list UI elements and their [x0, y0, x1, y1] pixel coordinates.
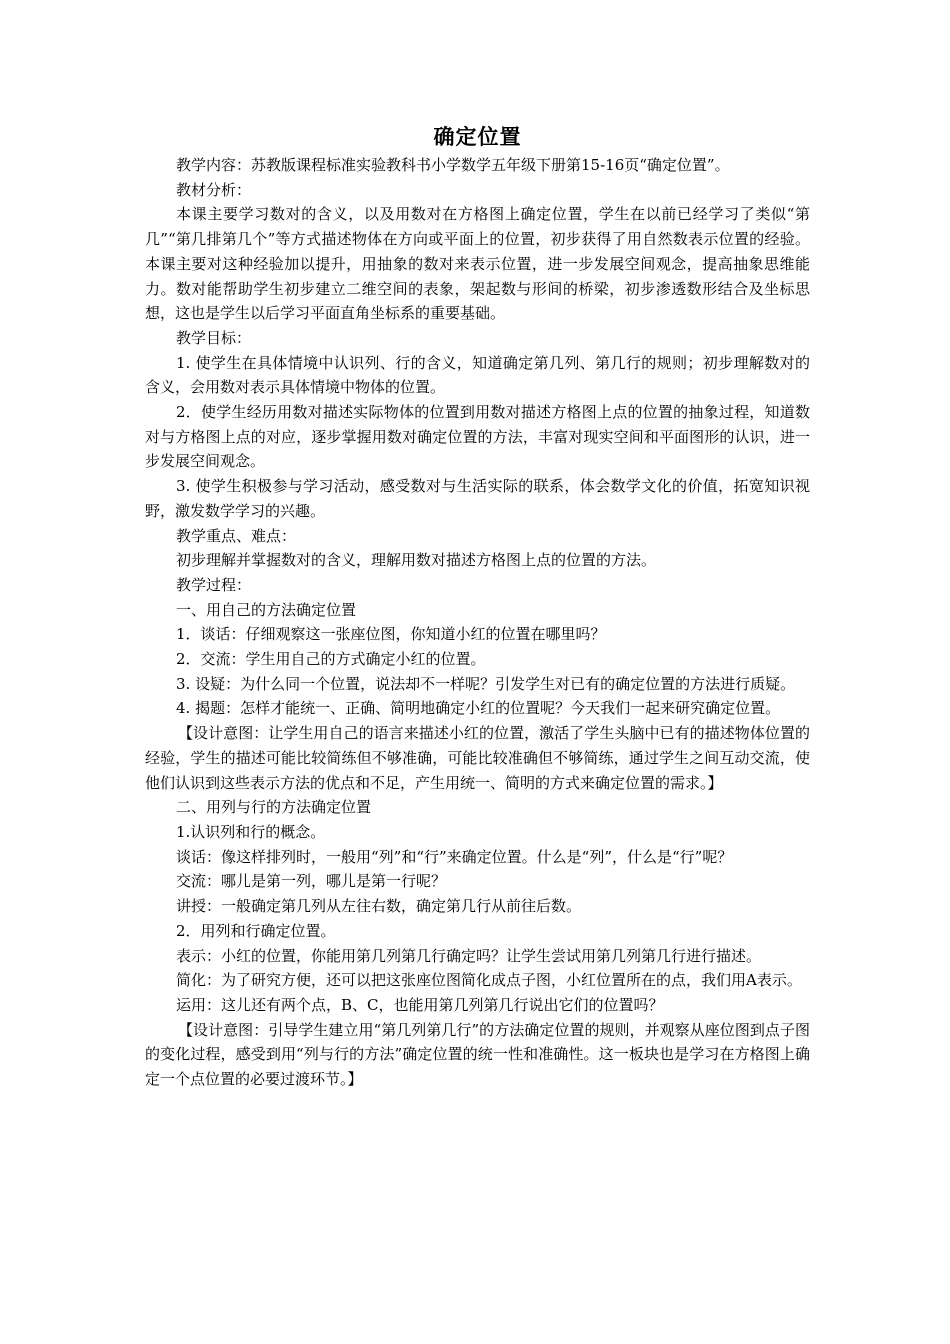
paragraph-talk: 谈话：像这样排列时，一般用“列”和“行”来确定位置。什么是“列”，什么是“行”呢？: [176, 847, 733, 866]
heading-material-analysis: 教材分析：: [176, 180, 252, 199]
paragraph-represent: 表示：小红的位置，你能用第几列第几行确定吗？让学生尝试用第几列第几行进行描述。: [176, 946, 762, 965]
paragraph-simplify: 简化：为了研究方便，还可以把这张座位图简化成点子图，小红位置所在的点，我们用A表示。: [176, 971, 802, 990]
paragraph-step-1-3: 3. 设疑：为什么同一个位置，说法却不一样呢？引发学生对已有的确定位置的方法进行质疑。: [176, 674, 796, 693]
paragraph-lecture: 讲授：一般确定第几列从左往右数，确定第几行从前往后数。: [176, 897, 582, 916]
paragraph-exchange: 交流：哪儿是第一列，哪儿是第一行呢？: [176, 872, 447, 891]
document-page: [145, 122, 810, 1092]
document-title: 确定位置: [433, 124, 522, 149]
paragraph-goal-2: 2．使学生经历用数对描述实际物体的位置到用数对描述方格图上点的位置的抽象过程，知道数对与方格图上点的对应，逐步掌握用数对确定位置的方法，丰富对现实空间和平面图形的认识，进一步发展空间观念。: [145, 403, 810, 471]
heading-key-points: 教学重点、难点：: [176, 526, 297, 545]
paragraph-goal-1: 1. 使学生在具体情境中认识列、行的含义，知道确定第几列、第几行的规则；初步理解数对的含义，会用数对表示具体情境中物体的位置。: [145, 353, 810, 397]
paragraph-goal-3: 3. 使学生积极参与学习活动，感受数对与生活实际的联系，体会数学文化的价值，拓宽知识视野，激发数学学习的兴趣。: [145, 477, 810, 520]
paragraph-key-points: 初步理解并掌握数对的含义，理解用数对描述方格图上点的位置的方法。: [176, 551, 657, 570]
paragraph-teaching-content: 教学内容：苏教版课程标准实验教科书小学数学五年级下册第15-16页“确定位置”。: [176, 156, 730, 174]
paragraph-step-1-2: 2．交流：学生用自己的方式确定小红的位置。: [176, 650, 486, 669]
paragraph-step-1-1: 1．谈话：仔细观察这一张座位图，你知道小红的位置在哪里吗？: [176, 625, 606, 644]
paragraph-step-2-1: 1.认识列和行的概念。: [176, 822, 326, 841]
design-intent-note-2: 【设计意图：引导学生建立用“第几列第几行”的方法确定位置的规则，并观察从座位图到点子图的变化过程，感受到用“列与行的方法”确定位置的统一性和准确性。这一板块也是学习在方格图上确定一个点位置的必要过渡环节。】: [145, 1020, 810, 1089]
paragraph-apply: 运用：这儿还有两个点，B、C，也能用第几列第几行说出它们的位置吗？: [176, 995, 664, 1014]
heading-teaching-goals: 教学目标：: [176, 328, 252, 347]
heading-teaching-process: 教学过程：: [176, 575, 252, 594]
design-intent-note-1: 【设计意图：让学生用自己的语言来描述小红的位置，激活了学生头脑中已有的描述物体位置的经验，学生的描述可能比较简练但不够准确，可能比较准确但不够简练，通过学生之间互动交流，使他们认识到这些表示方法的优点和不足，产生用统一、简明的方式来确定位置的需求。】: [145, 724, 810, 792]
paragraph-step-2-2: 2．用列和行确定位置。: [176, 921, 336, 940]
section-heading-1: 一、用自己的方法确定位置: [176, 600, 357, 619]
paragraph-material-analysis: 本课主要学习数对的含义，以及用数对在方格图上确定位置，学生在以前已经学习了类似“第几”“第几排第几个”等方式描述物体在方向或平面上的位置，初步获得了用自然数表示位置的经验。本课主要对这种经验加以提升，用抽象的数对来表示位置，进一步发展空间观念，提高抽象思维能力。数对能帮助学生初步建立二维空间的表象，架起数与形间的桥梁，初步渗透数形结合及坐标思想，这也是学生以后学习平面直角坐标系的重要基础。: [145, 205, 810, 323]
paragraph-step-1-4: 4. 揭题：怎样才能统一、正确、简明地确定小红的位置呢？今天我们一起来研究确定位置。: [176, 699, 781, 718]
section-heading-2: 二、用列与行的方法确定位置: [176, 798, 372, 817]
